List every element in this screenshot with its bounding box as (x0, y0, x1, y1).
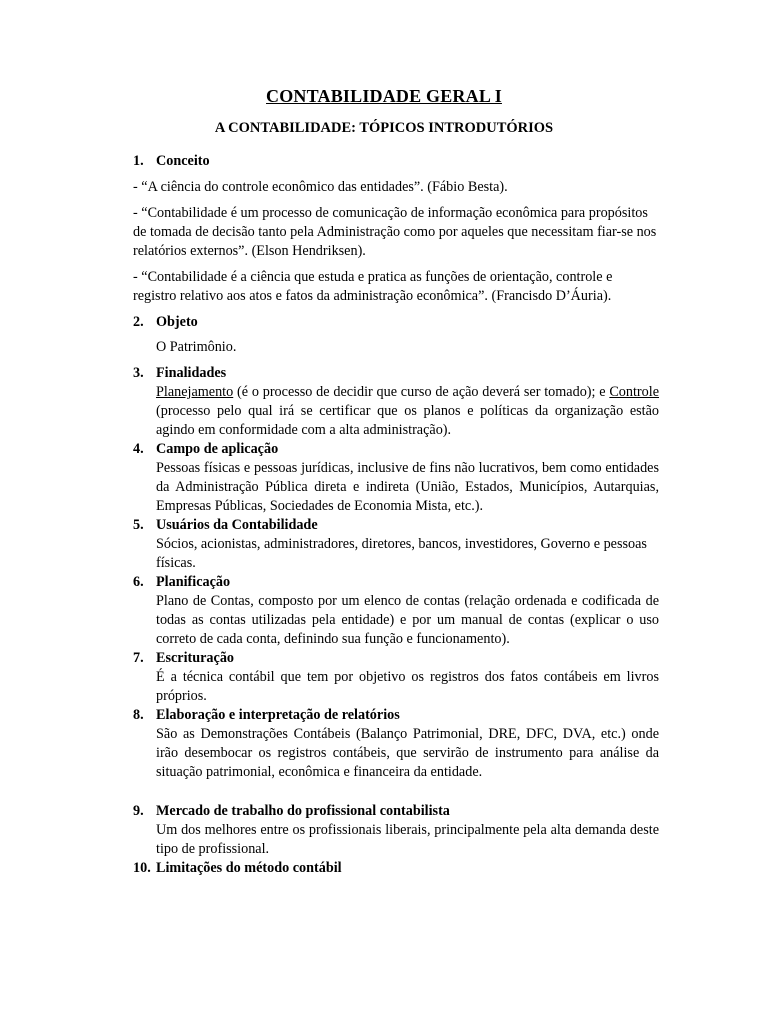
concept-quote-dauria: - “Contabilidade é a ciência que estuda e pratica as funções de orientação, controle e registro relativo aos atos e fatos da administração econômica”. (Francisdo D’Áuria). (133, 269, 613, 304)
section-9-text: Um dos melhores entre os profissionais liberais, principalmente pela alta demanda deste tipo de profissional. (156, 822, 659, 857)
section-5-number: 5. (133, 517, 144, 533)
concept-quote-hendriksen: - “Contabilidade é um processo de comunicação de informação econômica para propósitos de tomada de decisão tanto pela Administração como por aqueles que necessitam fiar-se nos relatórios externos”. (Elson Hendriksen). (133, 205, 657, 259)
section-8-heading (133, 706, 659, 725)
section-10-title: Limitações do método contábil (156, 860, 342, 876)
section-7-heading (133, 649, 659, 668)
section-4-heading (133, 440, 659, 459)
section-7-number: 7. (133, 650, 144, 666)
section-9-title: Mercado de trabalho do profissional contabilista (156, 803, 450, 819)
section-5-heading (133, 516, 659, 535)
section-6-number: 6. (133, 574, 144, 590)
section-6-heading (133, 573, 659, 592)
section-5-text: Sócios, acionistas, administradores, diretores, bancos, investidores, Governo e pessoas físicas. (156, 536, 647, 571)
section-1-title: Conceito (156, 153, 210, 169)
section-8-text: São as Demonstrações Contábeis (Balanço Patrimonial, DRE, DFC, DVA, etc.) onde irão desembocar os registros contábeis, que servirão de instrumento para análise da situação patrimonial, econômica e financeira da entidade. (156, 726, 659, 780)
section-2-number: 2. (133, 314, 144, 330)
planejamento-definition: (é o processo de decidir que curso de ação deverá ser tomado); e (233, 384, 610, 400)
section-4-text: Pessoas físicas e pessoas jurídicas, inclusive de fins não lucrativos, bem como entidades da Administração Pública direta e indireta (União, Estados, Municípios, Autarquias, Empresas Públicas, Sociedades de Economia Mista, etc.). (156, 460, 659, 514)
section-5-title: Usuários da Contabilidade (156, 517, 318, 533)
document-subtitle: A CONTABILIDADE: TÓPICOS INTRODUTÓRIOS (214, 120, 554, 136)
concept-quote-besta: - “A ciência do controle econômico das entidades”. (Fábio Besta). (133, 179, 508, 195)
section-6-text: Plano de Contas, composto por um elenco de contas (relação ordenada e codificada de todas as contas utilizadas pela entidade) e por um manual de contas (explicar o uso correto de cada conta, definindo sua função e funcionamento). (156, 593, 659, 647)
document-body (133, 152, 659, 878)
section-9-heading (133, 802, 659, 821)
term-planejamento: Planejamento (156, 384, 234, 400)
section-6-title: Planificação (156, 574, 231, 590)
section-2-title: Objeto (156, 314, 198, 330)
document-title: CONTABILIDADE GERAL I (266, 86, 502, 106)
section-3-text (133, 383, 659, 440)
term-controle: Controle (609, 384, 659, 400)
section-9-number: 9. (133, 803, 144, 819)
section-2-heading (133, 313, 659, 332)
section-2-text: O Patrimônio. (156, 339, 237, 355)
section-4-title: Campo de aplicação (156, 441, 279, 457)
section-7-text: É a técnica contábil que tem por objetivo os registros dos fatos contábeis em livros próprios. (156, 669, 659, 704)
section-8-title: Elaboração e interpretação de relatórios (156, 707, 400, 723)
section-10-heading (133, 859, 659, 878)
section-10-number: 10. (133, 860, 151, 876)
section-1-number: 1. (133, 153, 144, 169)
section-7-title: Escrituração (156, 650, 235, 666)
section-1-heading (133, 152, 659, 171)
section-8-number: 8. (133, 707, 144, 723)
controle-definition: (processo pelo qual irá se certificar que os planos e políticas da organização estão agindo em conformidade com a alta administração). (156, 403, 659, 438)
section-4-number: 4. (133, 441, 144, 457)
section-3-title: Finalidades (156, 365, 227, 381)
section-3-number: 3. (133, 365, 144, 381)
section-3-heading (133, 364, 659, 383)
